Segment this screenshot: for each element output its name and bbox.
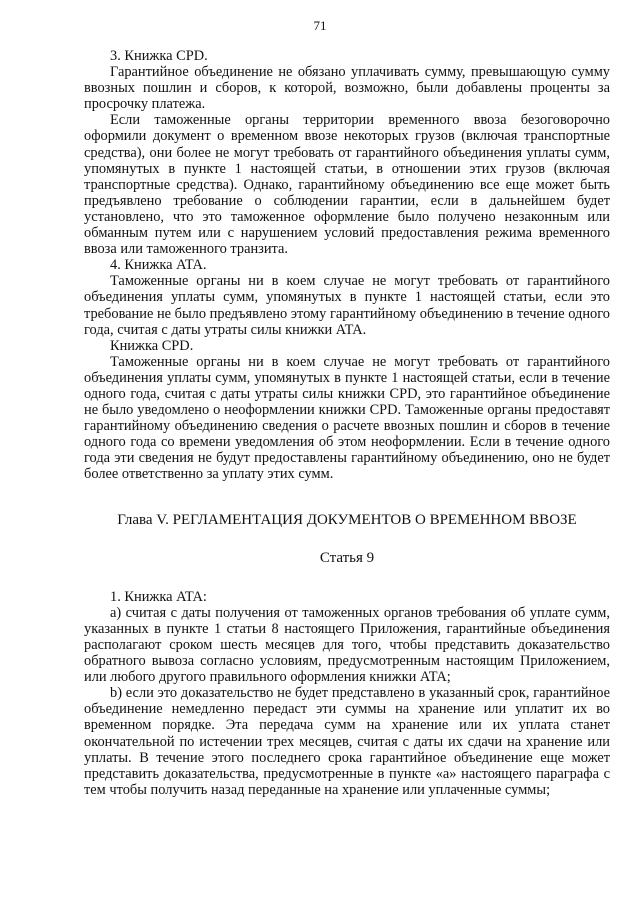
section-heading: 4. Книжка ATA. (110, 257, 207, 274)
page-number: 71 (313, 18, 327, 33)
section-heading: 3. Книжка CPD. (110, 48, 208, 64)
section-heading: Книжка CPD. (110, 337, 194, 354)
article-title: Статья 9 (319, 549, 375, 566)
chapter-title: Глава V. РЕГЛАМЕНТАЦИЯ ДОКУМЕНТОВ О ВРЕМЕННОМ ВВОЗЕ (117, 511, 577, 528)
paragraph: Гарантийное объединение не обязано уплачивать сумму, превышающую сумму ввозных пошлин и сборов, к которой, возможно, были добавлены проценты за просрочку платежа. (84, 64, 610, 113)
document-body (84, 48, 610, 798)
paragraph: а) считая с даты получения от таможенных органов требования об уплате сумм, указанных в пункте 1 статьи 8 настоящего Приложения, гарантийные объединения располагают сроком шесть месяцев для того, чтобы представить доказательство обратного вывоза согласно условиям, предусмотренным настоящим Приложением, или любого другого правильного оформления книжки ATA; (84, 604, 610, 686)
paragraph: Таможенные органы ни в коем случае не могут требовать от гарантийного объединения уплаты сумм, упомянутых в пункте 1 настоящей статьи, если это требование не было предъявлено этому гарантийному объединению в течение одного года, считая с даты утраты силы книжки ATA. (84, 273, 610, 338)
paragraph: Таможенные органы ни в коем случае не могут требовать от гарантийного объединения уплаты сумм, упомянутых в пункте 1 настоящей статьи, если в течение одного года, считая с даты утраты силы книжки CPD, это гарантийное объединение не было уведомлено о неоформлении книжки CPD. Таможенные органы предоставят гарантийному объединению сведения о расчете ввозных пошлин и сборов в течение одного года со времени уведомления об этом неоформлении. Если в течение одного года эти сведения не будут предоставлены гарантийному объединению, оно не будет более ответственно за уплату этих сумм. (84, 353, 610, 483)
paragraph: b) если это доказательство не будет представлено в указанный срок, гарантийное объединение немедленно передаст эти суммы на хранение или уплатит их во временном порядке. Эта передача сумм на хранение или их уплата станет окончательной по истечении трех месяцев, считая с даты их сдачи на хранение или уплаты. В течение этого последнего срока гарантийное объединение еще может представить доказательства, предусмотренные в пункте «а» настоящего параграфа с тем чтобы получить назад переданные на хранение или уплаченные суммы; (84, 685, 610, 798)
paragraph: Если таможенные органы территории временного ввоза безоговорочно оформили документ о временном ввозе некоторых грузов (включая транспортные средства), они более не могут требовать от гарантийного объединения уплаты сумм, упомянутых в пункте 1 настоящей статьи, в отношении этих грузов (включая транспортные средства). Однако, гарантийному объединению все еще может быть предъявлено требование о соблюдении гарантии, если в дальнейшем будет установлено, что это таможенное оформление было получено незаконным или обманным путем или с нарушением условий предоставления режима временного ввоза или таможенного транзита. (84, 112, 610, 258)
section-heading: 1. Книжка ATA: (110, 588, 207, 605)
